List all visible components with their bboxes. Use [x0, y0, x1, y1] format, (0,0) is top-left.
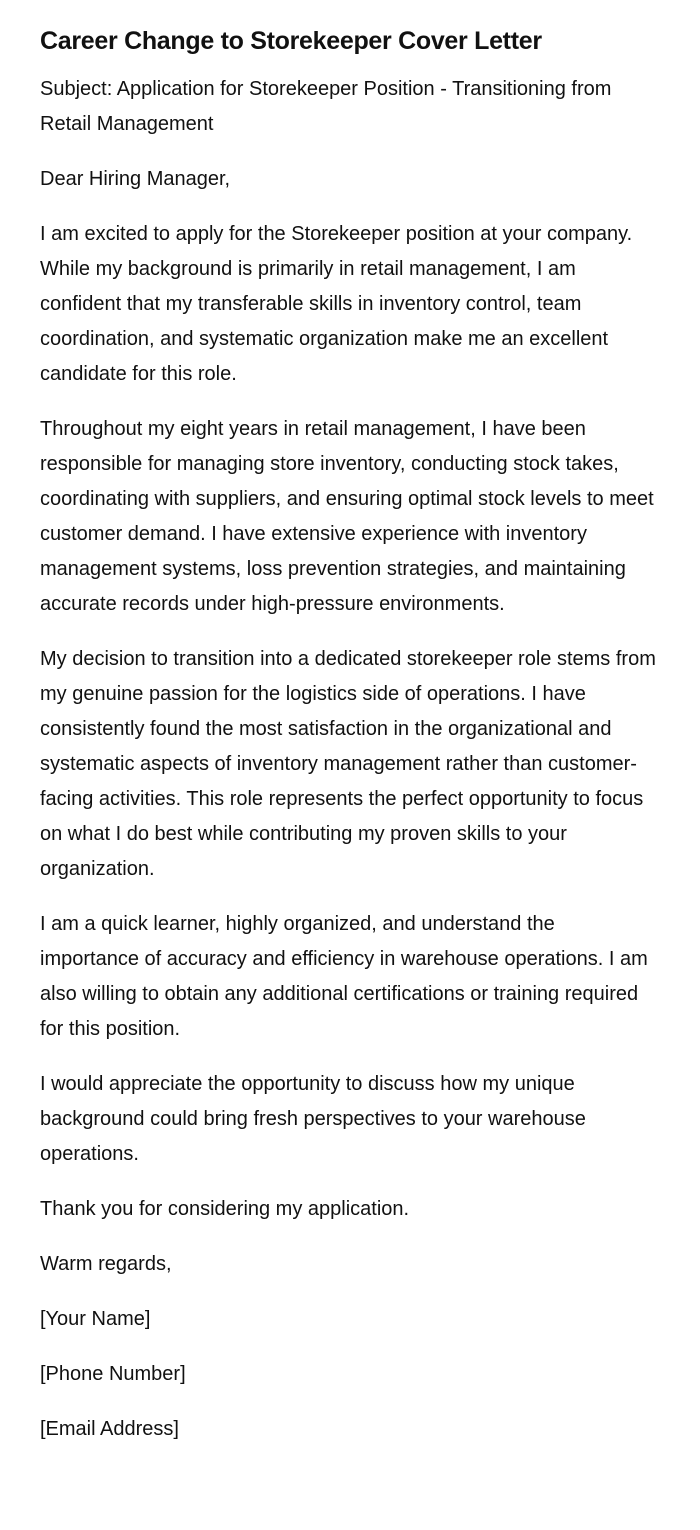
page-title: Career Change to Storekeeper Cover Letter [40, 27, 542, 55]
salutation: Dear Hiring Manager, [40, 168, 231, 190]
signature-email: [Email Address] [40, 1418, 179, 1440]
signature-phone: [Phone Number] [40, 1363, 186, 1385]
body-paragraph-1: I am excited to apply for the Storekeeper position at your company. While my background is primarily in retail management, I am confident that my transferable skills in inventory control, team coordination, and systematic organization make me an excellent candidate for this role. [40, 223, 633, 385]
signature-name: [Your Name] [40, 1308, 151, 1330]
body-paragraph-3: My decision to transition into a dedicated storekeeper role stems from my genuine passion for the logistics side of operations. I have consistently found the most satisfaction in the organizational and systematic aspects of inventory management rather than customer-facing activities. This role represents the perfect opportunity to focus on what I do best while contributing my proven skills to your organization. [40, 648, 656, 880]
thanks-line: Thank you for considering my application. [40, 1198, 410, 1220]
closing-line: Warm regards, [40, 1253, 172, 1275]
body-paragraph-2: Throughout my eight years in retail management, I have been responsible for managing store inventory, conducting stock takes, coordinating with suppliers, and ensuring optimal stock levels to meet customer demand. I have extensive experience with inventory management systems, loss prevention strategies, and maintaining accurate records under high-pressure environments. [40, 418, 654, 615]
body-paragraph-5: I would appreciate the opportunity to discuss how my unique background could bring fresh perspectives to your warehouse operations. [40, 1073, 586, 1165]
body-paragraph-4: I am a quick learner, highly organized, and understand the importance of accuracy and efficiency in warehouse operations. I am also willing to obtain any additional certifications or training required for this position. [40, 913, 648, 1040]
subject-line: Subject: Application for Storekeeper Position - Transitioning from Retail Management [40, 78, 612, 135]
